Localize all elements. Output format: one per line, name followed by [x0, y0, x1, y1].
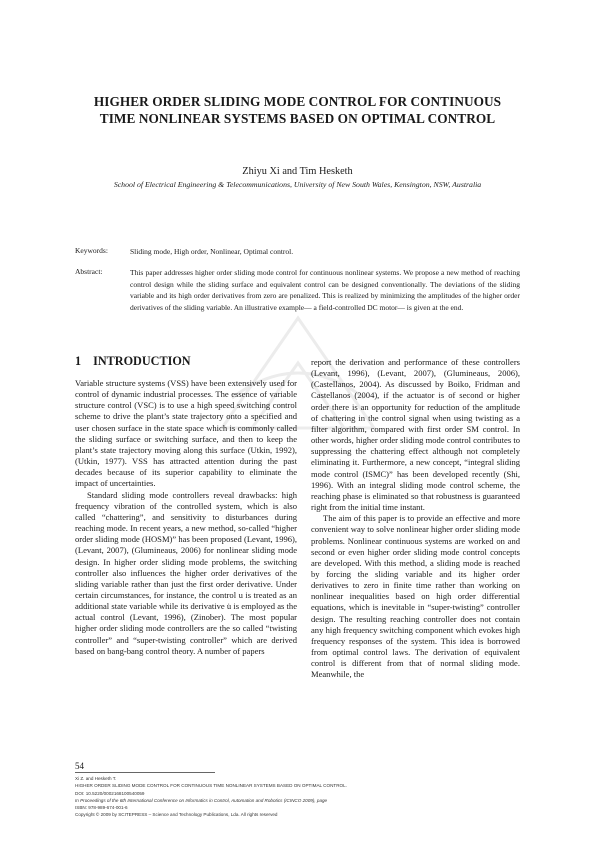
title-line-1: HIGHER ORDER SLIDING MODE CONTROL FOR CONTINUOUS [93, 94, 502, 109]
keywords: Sliding mode, High order, Nonlinear, Optimal control. [130, 247, 294, 256]
section-heading [75, 354, 191, 369]
right-column [311, 357, 520, 681]
paragraph: Standard sliding mode controllers reveal drawbacks: high frequency vibration of the controlled system, which is also called “chattering”, and sensitivity to disturbances during reaching mode. In recent years, a new method, so-called “higher order sliding mode (HOSM)” has been proposed (Levant, 1996), (Levant, 2007), (Glumineaus, 2006) for nonlinear sliding mode design. In higher order sliding mode problems, the switching controller also influences the higher order derivatives of the sliding variable rather than just the first order derivative. Under certain circumstances, for instance, the control u is treated as an additional state variable while its derivative u̇ is employed as the actual control (Levant, 1996), (Zinober). The most popular higher order sliding mode controllers are the so called “twisting controller” and “super-twisting controller” which are derived based on bang-bang control theory. A number of papers [75, 489, 297, 656]
footer-divider [75, 772, 215, 773]
affiliation: School of Electrical Engineering & Telecommunications, University of New South Wales, Kensington, NSW, Australia [113, 180, 482, 189]
footer-line: Xi Z. and Hesketh T. [75, 776, 117, 781]
paragraph: report the derivation and performance of these controllers (Levant, 1996), (Levant, 2007), (Glumineaus, 2006), (Castellanos, 2004). As discussed by Boiko, Fridman and Castellanos (2004), if the actuator is of second or higher order there is an opportunity for reduction of the amplitude of chattering in the control signal when using twisting as a filter algorithm, compared with first order SM control. In other words, higher order sliding mode control contributes to suppressing the chattering effect although not completely eliminating it. Furthermore, a new concept, “integral sliding mode control (ISMC)” has been developed recently (Shi, 1996). With an integral sliding mode control scheme, the reaching phase is eliminated so that robustness is guaranteed right from the initial time instant. [311, 357, 520, 513]
left-column [75, 378, 297, 657]
section-title: INTRODUCTION [93, 354, 191, 368]
paragraph: Variable structure systems (VSS) have been extensively used for control of dynamic industrial processes. The essence of variable structure control (VSC) is to use a high speed switching control scheme to drive the plant’s state trajectory onto a specified and user chosen surface in the state space which is commonly called the sliding surface or switching surface, and then to keep the plant’s state trajectory moving along this surface (Utkin, 1992), (Utkin, 1977). VSS has attracted attention during the past decades because of its superior capability to eliminate the impact of uncertainties. [75, 378, 297, 489]
footer-line: DOI: 10.5220/0002168100540059 [75, 790, 145, 796]
keywords-label: Keywords: [75, 246, 108, 255]
citation-footer [75, 775, 535, 819]
footer-line: ISBN: 978-989-674-001-6 [75, 805, 128, 811]
abstract: This paper addresses higher order sliding mode control for continuous nonlinear systems. We propose a new method of reaching control design while the sliding surface and equivalent control can be designed conventionally. The deviations of the sliding variable and its high order derivatives from zero are penalized. This is realized by minimizing the amplitudes of the higher order derivatives of the sliding variable. An illustrative example— a field-controlled DC motor— is given at the end. [130, 268, 520, 312]
abstract-label: Abstract: [75, 267, 103, 276]
paragraph: The aim of this paper is to provide an effective and more convenient way to solve nonlinear higher order sliding mode problems. Nonlinear continuous systems are worked on and second or even higher order sliding mode control concepts are developed. With this method, a sliding mode is reached by forcing the sliding variable and its higher order derivatives to zero in finite time rather than working on nonlinear inequalities based on high order differential equations, which is inevitable in “super-twisting” controller design. The resulting reaching controller does not contain any high frequency switching component which evokes high frequency responses of the system. This idea is borrowed from optimal control laws. The derivation of equivalent control is different from that of normal sliding mode. Meanwhile, the [311, 513, 520, 680]
footer-line: Copyright © 2009 by SCITEPRESS – Science and Technology Publications, Lda. All rights reserved [75, 812, 278, 818]
paper-title [60, 93, 535, 127]
section-number: 1 [75, 354, 82, 368]
authors: Zhiyu Xi and Tim Hesketh [242, 166, 353, 177]
title-line-2: TIME NONLINEAR SYSTEMS BASED ON OPTIMAL CONTROL [99, 111, 496, 126]
page-number: 54 [75, 761, 84, 771]
footer-line: In Proceedings of the 6th International Conference on Informatics in Control, Automation and Robotics (ICINCO 2009), page [75, 797, 328, 803]
footer-line: HIGHER ORDER SLIDING MODE CONTROL FOR CONTINUOUS TIME NONLINEAR SYSTEMS BASED ON OPTIMAL CONTROL. [75, 783, 347, 789]
